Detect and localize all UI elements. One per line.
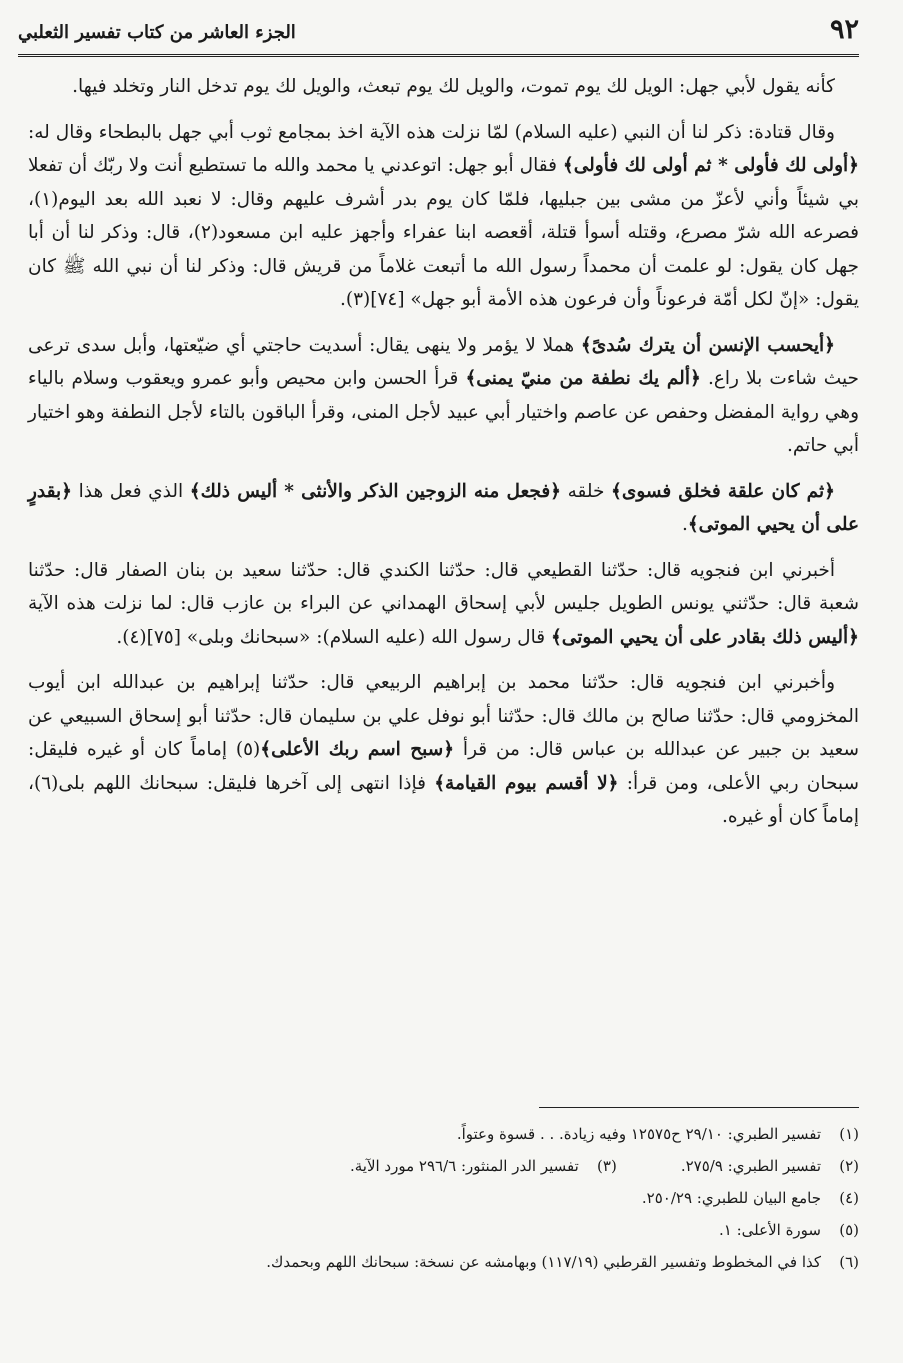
paragraph-6 (28, 666, 859, 834)
paragraph-3 (28, 329, 859, 463)
footnote-separator (539, 1107, 859, 1108)
quran-quote: ﴿أولى لك فأولى * ثم أولى لك فأولى﴾ (562, 155, 859, 176)
quran-quote: ﴿أيحسب الإنسن أن يترك سُدىً﴾ (580, 334, 836, 356)
paragraph-text: خلقه (561, 480, 612, 502)
footnote-text: كذا في المخطوط وتفسير القرطبي (١١٧/١٩) وبهامشه عن نسخة: سبحانك اللهم وبحمدك. (266, 1253, 821, 1271)
quran-quote: ﴿سبح اسم ربك الأعلى﴾ (260, 739, 455, 760)
footnote-4 (28, 1182, 859, 1214)
paragraph-text: فإذا انتهى إلى آخرها فليقل: سبحانك اللهم بلى(٦)، إماماً كان أو غيره. (28, 772, 859, 827)
paragraph-text: كأنه يقول لأبي جهل: الويل لك يوم تموت، والويل لك يوم تبعث، والويل لك يوم تدخل النار وتخلد فيها. (72, 76, 835, 97)
running-title: الجزء العاشر من كتاب تفسير الثعلبي (18, 22, 296, 43)
footnote-text: سورة الأعلى: ١. (719, 1221, 821, 1239)
footnote-number: (٥) (839, 1221, 859, 1239)
paragraph-5 (28, 554, 859, 655)
footnote-1 (28, 1118, 859, 1150)
footnote-number: (٤) (839, 1189, 859, 1207)
footnote-text: تفسير الدر المنثور: ٢٩٦/٦ مورد الآية. (349, 1157, 579, 1175)
paragraph-text: قال رسول الله (عليه السلام): «سبحانك وبلى» [٧٥](٤). (116, 626, 551, 648)
quran-quote: ﴿لا أقسم بيوم القيامة﴾ (434, 772, 619, 794)
paragraph-1 (28, 70, 859, 104)
page-header (18, 10, 859, 57)
paragraph-4 (28, 475, 859, 542)
footnote-number: (٢) (839, 1157, 859, 1175)
paragraph-text: (٥) إماماً كان أو غيره فليقل: سبحان ربي الأعلى، ومن قرأ: (28, 739, 859, 794)
paragraph-text: قرأ الحسن وابن محيص وأبو عمرو ويعقوب وسلام بالياء وهي رواية المفضل وحفص عن عاصم واختيار أبي عبيد لأجل المنى، وقرأ الباقون بالتاء لأجل النطفة وهو اختيار أبي حاتم. (28, 368, 859, 456)
footnote-number: (٦) (839, 1253, 859, 1271)
quran-quote: ﴿أليس ذلك بقادر على أن يحيي الموتى﴾ (550, 626, 859, 648)
paragraph-2 (28, 116, 859, 317)
paragraph-text: . (681, 514, 688, 535)
paragraph-text: وقال قتادة: ذكر لنا أن النبي (عليه السلام) لمّا نزلت هذه الآية اخذ بمجامع ثوب أبي جهل بالبطحاء وقال له: (28, 121, 835, 143)
paragraph-text: الذي فعل هذا (72, 480, 190, 502)
quran-quote: ﴿ثم كان علقة فخلق فسوى﴾ (611, 480, 835, 502)
footnote-5 (28, 1214, 859, 1246)
page-number: ٩٢ (829, 14, 859, 45)
footnote-text: تفسير الطبري: ٢٩/١٠ ح١٢٥٧٥ وفيه زيادة. . . قسوة وعتواً. (456, 1125, 821, 1143)
paragraph-text: وأخبرني ابن فنجويه قال: حدّثنا محمد بن إبراهيم الربيعي قال: حدّثنا إبراهيم بن عبدالله ابن أيوب المخزومي قال: حدّثنا صالح بن مالك قال: حدّثنا أبو نوفل علي بن سليمان قال: حدّثنا أبو إسحاق السبيعي عن سعيد بن جبير عن عبدالله بن عباس قال: من قرأ (28, 672, 859, 760)
footnotes (28, 1118, 859, 1278)
quran-quote: ﴿ألم يك نطفة من منيّ يمنى﴾ (465, 368, 701, 389)
paragraph-text: هملا لا يؤمر ولا ينهى يقال: أسديت حاجتي أي ضيّعتها، وأبل سدى ترعى حيث شاءت بلا راع. (28, 334, 859, 389)
paragraph-text: فقال أبو جهل: اتوعدني يا محمد والله ما تستطيع أنت ولا ربّك أن تفعلا بي شيئاً وأني لأعزّ من مشى بين جبليها، فلمّا كان يوم بدر أشرف عليهم وقال: لا نعبد الله بعد اليوم(١)، فصرعه الله شرّ مصرع، وقتله أسوأ قتلة، أقعصه ابنا عفراء وأجهز عليه ابن مسعود(٢)، قال: وذكر لنا أن أبا جهل كان يقول: لو علمت أن محمداً رسول الله ما أتبعت غلاماً من قريش قال: وذكر لنا أن نبي الله ﷺ كان يقول: «إنّ لكل أمّة فرعوناً وأن فرعون هذه الأمة أبو جهل» [٧٤](٣). (28, 155, 859, 310)
footnote-text: تفسير الطبري: ٢٧٥/٩. (680, 1157, 821, 1175)
footnote-text: جامع البيان للطبري: ٢٥٠/٢٩. (641, 1189, 821, 1207)
footnote-6 (28, 1246, 859, 1278)
quran-quote: ﴿فجعل منه الزوجين الذكر والأنثى * أليس ذلك﴾ (189, 480, 561, 502)
footnote-2 (28, 1150, 859, 1182)
paragraph-text: أخبرني ابن فنجويه قال: حدّثنا القطيعي قال: حدّثنا الكندي قال: حدّثنا سعيد بن بنان الصفار قال: حدّثنا شعبة قال: حدّثني يونس الطويل جليس لأبي إسحاق الهمداني عن البراء بن عازب قال: لما نزلت هذه الآية (28, 559, 859, 614)
main-text (28, 70, 859, 846)
quran-quote: ﴿بقدرٍ على أن يحيي الموتى﴾ (28, 480, 859, 535)
footnote-number: (٣) (597, 1157, 617, 1175)
footnote-number: (١) (839, 1125, 859, 1143)
